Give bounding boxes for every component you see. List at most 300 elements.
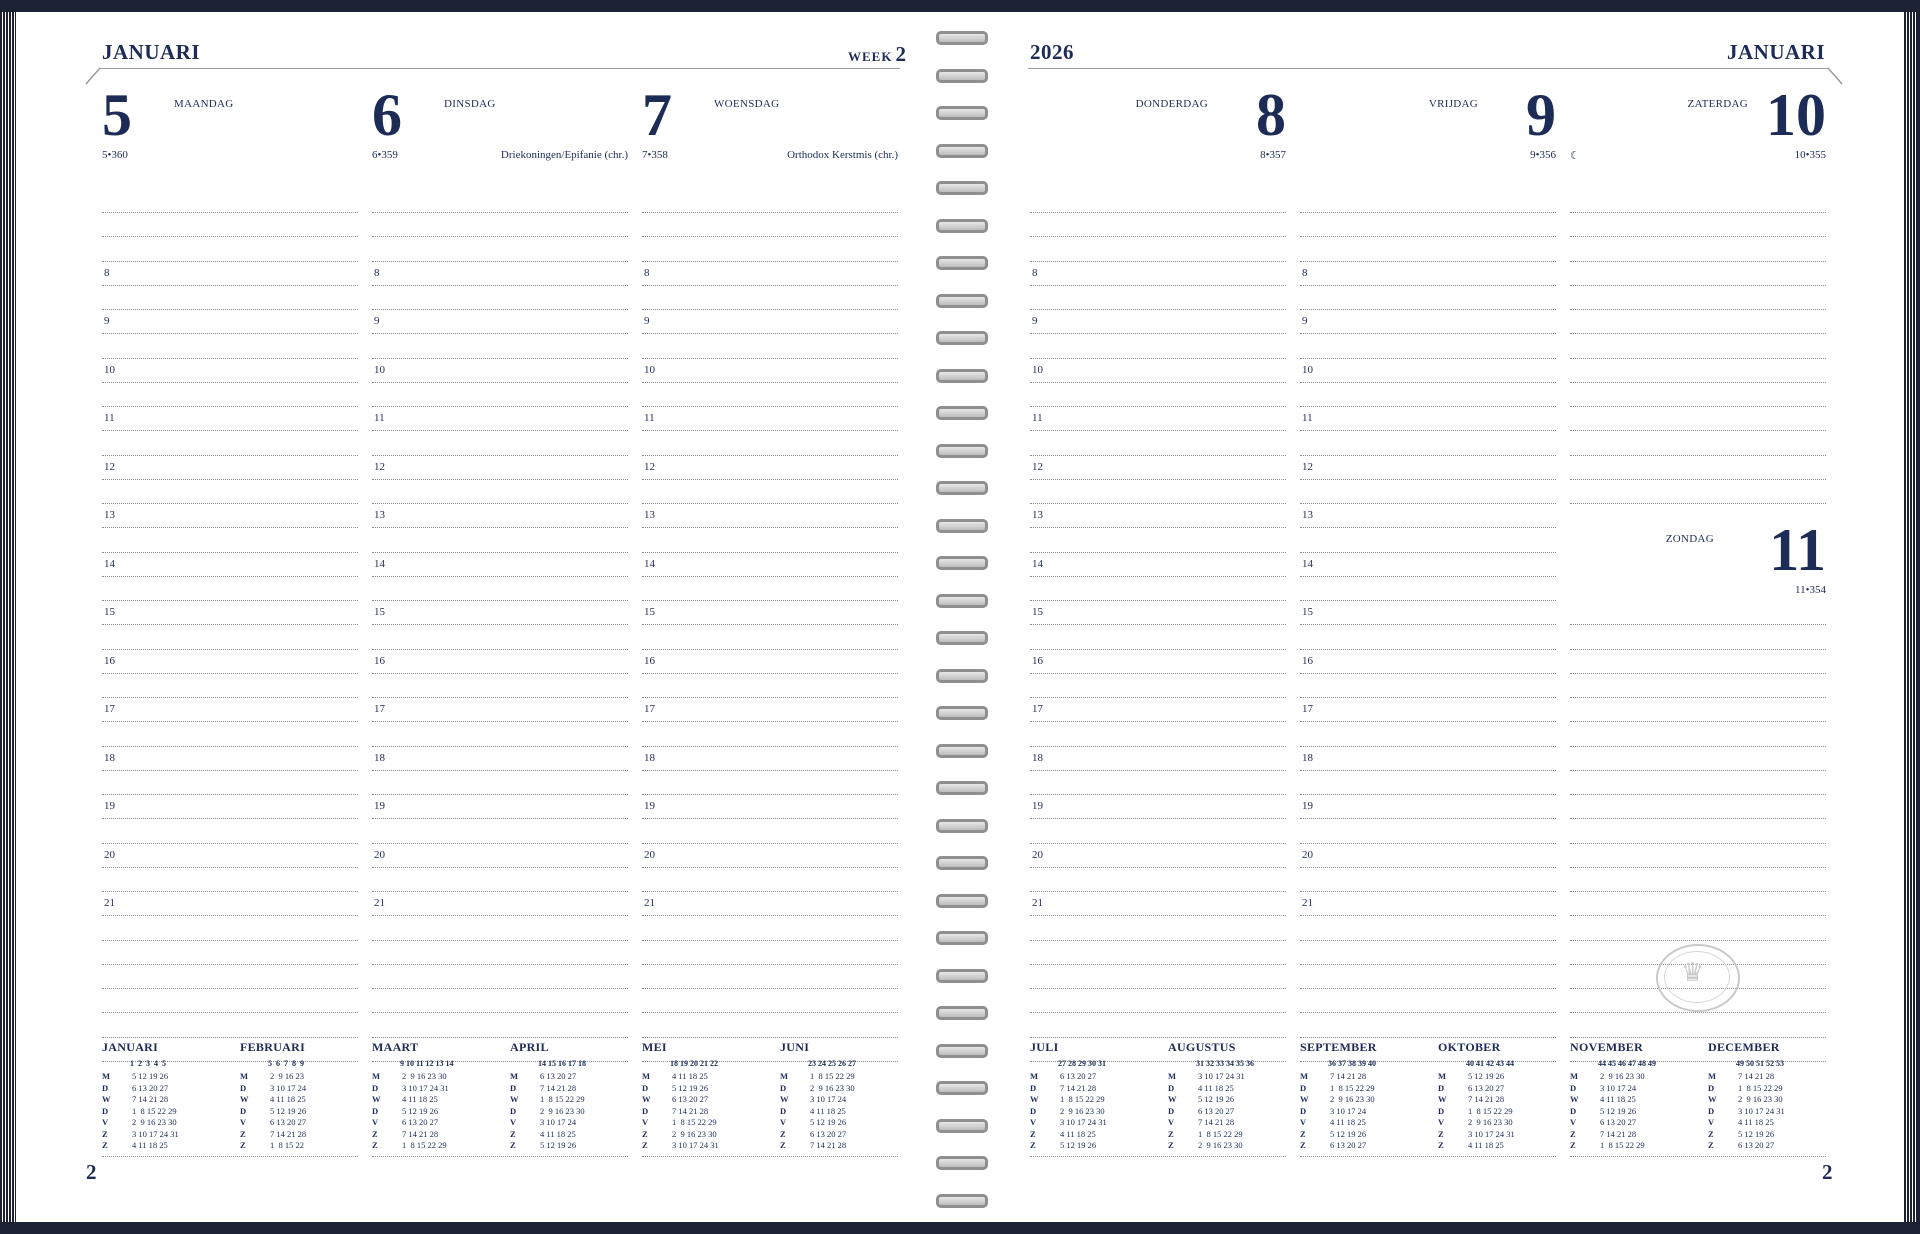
mini-weekday-letter: Z — [372, 1140, 378, 1150]
hour-label: 12 — [374, 460, 385, 473]
hour-label: 16 — [644, 654, 655, 667]
writing-line — [642, 891, 898, 892]
mini-calendar-oktober — [1438, 1040, 1566, 1150]
writing-line — [1030, 1037, 1286, 1038]
writing-line — [1030, 721, 1286, 722]
hour-label: 15 — [104, 606, 115, 618]
hour-label: 16 — [1302, 654, 1313, 667]
hour-label: 12 — [644, 460, 655, 473]
day-note: Driekoningen/Epifanie (chr.) — [500, 149, 628, 161]
day-of-year: 5•360 — [102, 149, 128, 161]
mini-weekday-letter: Z — [642, 1140, 648, 1150]
mini-weekday-letter: Z — [510, 1140, 516, 1150]
mini-day-row: 3 10 17 24 — [540, 1117, 577, 1127]
mini-day-row: 1 8 15 22 29 — [810, 1071, 855, 1081]
writing-line — [1030, 1012, 1286, 1013]
hour-label: 9 — [1032, 315, 1038, 327]
writing-line — [372, 673, 628, 674]
year-title: 2026 — [1030, 40, 1074, 64]
writing-line — [372, 1037, 628, 1038]
writing-line — [642, 770, 898, 771]
hour-label: 16 — [104, 654, 115, 667]
writing-line — [1030, 600, 1286, 601]
mini-calendar-rule — [1570, 1156, 1826, 1157]
writing-line — [642, 964, 898, 965]
hour-label: 16 — [374, 654, 385, 667]
writing-line — [102, 333, 358, 334]
writing-line — [1570, 794, 1826, 795]
writing-line — [1300, 843, 1556, 844]
mini-weekday-letter: D — [1570, 1082, 1577, 1093]
writing-line — [1570, 212, 1826, 213]
writing-line — [102, 285, 358, 286]
writing-line — [102, 212, 358, 213]
mini-day-row: 4 11 18 25 — [810, 1105, 846, 1116]
mini-day-row: 3 10 17 24 — [1600, 1082, 1637, 1093]
writing-line — [1300, 940, 1556, 941]
writing-line — [1570, 309, 1826, 310]
day-name: VRIJDAG — [1428, 98, 1478, 110]
mini-day-row: 2 9 16 23 30 — [402, 1071, 447, 1081]
hour-label: 8 — [644, 266, 650, 279]
mini-day-row: 4 11 18 25 — [270, 1094, 306, 1104]
writing-line — [642, 843, 898, 844]
mini-day-row: 1 8 15 22 — [270, 1140, 304, 1150]
writing-line — [1570, 940, 1826, 941]
mini-month-name: NOVEMBER — [1570, 1040, 1644, 1054]
writing-line — [642, 358, 898, 359]
mini-week-numbers: 9 10 11 12 13 14 — [400, 1059, 454, 1068]
writing-line — [1300, 455, 1556, 456]
day-name: MAANDAG — [174, 98, 234, 110]
writing-line — [372, 770, 628, 771]
mini-weekday-letter: W — [1708, 1094, 1717, 1104]
day-number: 9 — [1526, 82, 1556, 148]
writing-line — [642, 1037, 898, 1038]
writing-line — [1030, 552, 1286, 553]
mini-week-numbers: 36 37 38 39 40 — [1328, 1059, 1376, 1068]
mini-day-row: 3 10 17 24 — [1330, 1105, 1367, 1116]
mini-month-name: OKTOBER — [1438, 1040, 1501, 1054]
mini-day-row: 5 12 19 26 — [1600, 1105, 1637, 1116]
writing-line — [1030, 649, 1286, 650]
mini-weekday-letter: D — [1438, 1082, 1445, 1093]
mini-week-numbers: 44 45 46 47 48 49 — [1598, 1059, 1656, 1068]
writing-line — [372, 988, 628, 989]
mini-calendar-rule — [642, 1156, 898, 1157]
hour-label: 19 — [1302, 800, 1313, 812]
mini-day-row: 6 13 20 27 — [810, 1128, 847, 1139]
writing-line — [1030, 988, 1286, 989]
mini-day-row: 1 8 15 22 29 — [1060, 1094, 1105, 1104]
mini-weekday-letter: W — [510, 1094, 519, 1104]
writing-line — [372, 309, 628, 310]
mini-day-row: 7 14 21 28 — [672, 1105, 709, 1116]
writing-line — [1030, 746, 1286, 747]
writing-line — [1570, 285, 1826, 286]
writing-line — [1030, 455, 1286, 456]
mini-weekday-letter: D — [240, 1105, 247, 1116]
mini-weekday-letter: Z — [1708, 1128, 1714, 1139]
writing-line — [1570, 818, 1826, 819]
mini-weekday-letter: Z — [1030, 1128, 1036, 1139]
mini-weekday-letter: Z — [1168, 1140, 1174, 1150]
writing-line — [1300, 382, 1556, 383]
writing-line — [1570, 843, 1826, 844]
mini-day-row: 6 13 20 27 — [672, 1094, 709, 1104]
writing-line — [102, 236, 358, 237]
mini-weekday-letter: D — [102, 1105, 109, 1116]
writing-line — [642, 988, 898, 989]
writing-line — [642, 309, 898, 310]
day-note: ☾ — [1570, 150, 1580, 162]
mini-weekday-letter: Z — [1300, 1140, 1306, 1150]
mini-weekday-letter: Z — [102, 1128, 108, 1139]
mini-day-row: 7 14 21 28 — [1738, 1071, 1775, 1081]
writing-line — [642, 649, 898, 650]
mini-day-row: 2 9 16 23 30 — [1330, 1094, 1375, 1104]
mini-weekday-letter: D — [372, 1105, 379, 1116]
writing-line — [1570, 261, 1826, 262]
writing-line — [1570, 673, 1826, 674]
writing-line — [372, 600, 628, 601]
writing-line — [642, 794, 898, 795]
day-name: WOENSDAG — [714, 98, 780, 110]
writing-line — [372, 479, 628, 480]
writing-line — [102, 455, 358, 456]
mini-day-row: 4 11 18 25 — [672, 1071, 708, 1081]
mini-day-row: 2 9 16 23 30 — [810, 1082, 855, 1093]
mini-day-row: 6 13 20 27 — [1060, 1071, 1097, 1081]
writing-line — [1300, 309, 1556, 310]
hour-label: 17 — [1302, 703, 1313, 715]
writing-line — [1300, 261, 1556, 262]
writing-line — [372, 1012, 628, 1013]
mini-day-row: 4 11 18 25 — [1600, 1094, 1636, 1104]
mini-week-numbers: 23 24 25 26 27 — [808, 1059, 856, 1068]
writing-line — [1030, 624, 1286, 625]
hour-label: 11 — [374, 412, 385, 424]
mini-day-row: 6 13 20 27 — [1468, 1082, 1505, 1093]
mini-weekday-letter: Z — [510, 1128, 516, 1139]
mini-day-row: 2 9 16 23 30 — [132, 1117, 177, 1127]
writing-line — [642, 624, 898, 625]
writing-line — [642, 406, 898, 407]
writing-line — [102, 600, 358, 601]
writing-line — [1030, 309, 1286, 310]
mini-weekday-letter: Z — [780, 1140, 786, 1150]
writing-line — [1300, 624, 1556, 625]
hour-label: 8 — [374, 266, 380, 279]
mini-day-row: 1 8 15 22 29 — [1198, 1128, 1243, 1139]
day-of-year: 11•354 — [1795, 584, 1826, 596]
mini-weekday-letter: M — [1570, 1071, 1579, 1081]
week-number: 2 — [895, 42, 907, 66]
writing-line — [1300, 406, 1556, 407]
writing-line — [1030, 576, 1286, 577]
writing-line — [642, 261, 898, 262]
mini-calendar-augustus — [1168, 1040, 1296, 1150]
writing-line — [1300, 915, 1556, 916]
hour-label: 13 — [104, 509, 115, 521]
writing-line — [1570, 915, 1826, 916]
hour-label: 13 — [1032, 509, 1043, 521]
writing-line — [372, 358, 628, 359]
mini-weekday-letter: Z — [1438, 1128, 1444, 1139]
writing-line — [1030, 479, 1286, 480]
mini-calendar-maart — [372, 1040, 500, 1150]
mini-weekday-letter: Z — [780, 1128, 786, 1139]
writing-line — [1570, 236, 1826, 237]
hour-label: 9 — [104, 315, 110, 327]
writing-line — [1030, 236, 1286, 237]
day-number: 11 — [1769, 517, 1826, 583]
mini-weekday-letter: M — [102, 1071, 111, 1081]
writing-line — [1570, 770, 1826, 771]
mini-day-row: 3 10 17 24 31 — [1198, 1071, 1245, 1081]
mini-weekday-letter: W — [1030, 1094, 1039, 1104]
day-name: ZATERDAG — [1687, 98, 1748, 110]
hour-label: 11 — [1302, 412, 1313, 424]
mini-calendar-september — [1300, 1040, 1428, 1150]
mini-calendar-december — [1708, 1040, 1836, 1150]
mini-day-row: 7 14 21 28 — [132, 1094, 169, 1104]
mini-day-row: 4 11 18 25 — [540, 1128, 576, 1139]
mini-weekday-letter: W — [372, 1094, 381, 1104]
writing-line — [1030, 333, 1286, 334]
mini-weekday-letter: V — [1438, 1117, 1445, 1127]
writing-line — [102, 721, 358, 722]
mini-weekday-letter: Z — [642, 1128, 648, 1139]
mini-day-row: 6 13 20 27 — [132, 1082, 169, 1093]
mini-weekday-letter: Z — [1030, 1140, 1036, 1150]
mini-day-row: 4 11 18 25 — [402, 1094, 438, 1104]
mini-day-row: 4 11 18 25 — [1738, 1117, 1774, 1127]
writing-line — [1300, 333, 1556, 334]
mini-day-row: 5 12 19 26 — [402, 1105, 439, 1116]
mini-weekday-letter: D — [1030, 1082, 1037, 1093]
writing-line — [1030, 261, 1286, 262]
writing-line — [1030, 697, 1286, 698]
writing-line — [1570, 382, 1826, 383]
mini-weekday-letter: D — [642, 1105, 649, 1116]
mini-day-row: 7 14 21 28 — [1060, 1082, 1097, 1093]
hour-label: 21 — [1302, 897, 1313, 909]
mini-weekday-letter: Z — [1168, 1128, 1174, 1139]
mini-weekday-letter: D — [780, 1082, 787, 1093]
hour-label: 8 — [1032, 266, 1038, 279]
mini-day-row: 1 8 15 22 29 — [402, 1140, 447, 1150]
hour-label: 17 — [104, 703, 115, 715]
hour-label: 14 — [644, 557, 655, 570]
mini-month-name: DECEMBER — [1708, 1040, 1780, 1054]
mini-weekday-letter: D — [510, 1105, 517, 1116]
hour-label: 14 — [1032, 557, 1043, 570]
mini-weekday-letter: M — [642, 1071, 651, 1081]
mini-weekday-letter: V — [1300, 1117, 1307, 1127]
mini-weekday-letter: M — [240, 1071, 249, 1081]
hour-label: 18 — [1302, 751, 1313, 764]
writing-line — [642, 236, 898, 237]
mini-day-row: 6 13 20 27 — [540, 1071, 577, 1081]
mini-week-numbers: 49 50 51 52 53 — [1736, 1059, 1784, 1068]
hour-label: 20 — [1302, 848, 1313, 861]
mini-day-row: 2 9 16 23 — [270, 1071, 304, 1081]
writing-line — [642, 746, 898, 747]
hour-label: 20 — [104, 848, 115, 861]
writing-line — [642, 818, 898, 819]
writing-line — [1300, 576, 1556, 577]
mini-day-row: 3 10 17 24 31 — [402, 1082, 449, 1093]
mini-day-row: 5 12 19 26 — [270, 1105, 307, 1116]
hour-label: 15 — [1032, 606, 1043, 618]
writing-line — [1570, 1037, 1826, 1038]
mini-weekday-letter: M — [1708, 1071, 1717, 1081]
hour-label: 17 — [374, 703, 385, 715]
writing-line — [1300, 891, 1556, 892]
mini-week-numbers: 27 28 29 30 31 — [1058, 1059, 1106, 1068]
mini-weekday-letter: W — [780, 1094, 789, 1104]
writing-line — [642, 333, 898, 334]
mini-weekday-letter: D — [372, 1082, 379, 1093]
writing-line — [1570, 649, 1826, 650]
writing-line — [102, 794, 358, 795]
mini-calendar-rule — [102, 1156, 358, 1157]
mini-weekday-letter: D — [1570, 1105, 1577, 1116]
mini-weekday-letter: V — [372, 1117, 379, 1127]
writing-line — [1030, 794, 1286, 795]
writing-line — [1300, 527, 1556, 528]
mini-weekday-letter: M — [372, 1071, 381, 1081]
writing-line — [102, 649, 358, 650]
writing-line — [642, 212, 898, 213]
mini-calendar-rule — [372, 1156, 628, 1157]
mini-day-row: 2 9 16 23 30 — [672, 1128, 717, 1139]
hour-label: 10 — [1032, 363, 1043, 376]
hour-label: 16 — [1032, 654, 1043, 667]
mini-weekday-letter: D — [1438, 1105, 1445, 1116]
writing-line — [1300, 964, 1556, 965]
writing-line — [1300, 503, 1556, 504]
mini-weekday-letter: M — [1168, 1071, 1177, 1081]
mini-day-row: 3 10 17 24 31 — [1060, 1117, 1107, 1127]
writing-line — [642, 915, 898, 916]
mini-day-row: 2 9 16 23 30 — [540, 1105, 585, 1116]
writing-line — [642, 1012, 898, 1013]
writing-line — [1300, 358, 1556, 359]
mini-day-row: 3 10 17 24 — [270, 1082, 307, 1093]
mini-day-row: 3 10 17 24 31 — [1468, 1128, 1515, 1139]
day-of-year: 6•359 — [372, 149, 398, 161]
writing-line — [372, 455, 628, 456]
mini-weekday-letter: W — [1570, 1094, 1579, 1104]
writing-line — [102, 697, 358, 698]
mini-weekday-letter: Z — [1570, 1140, 1576, 1150]
mini-weekday-letter: M — [1300, 1071, 1309, 1081]
writing-line — [642, 576, 898, 577]
writing-line — [372, 382, 628, 383]
writing-line — [102, 406, 358, 407]
hour-label: 19 — [374, 800, 385, 812]
day-of-year: 9•356 — [1530, 149, 1556, 161]
hour-label: 21 — [104, 897, 115, 909]
mini-day-row: 1 8 15 22 29 — [1600, 1140, 1645, 1150]
writing-line — [1300, 867, 1556, 868]
mini-day-row: 7 14 21 28 — [402, 1128, 439, 1139]
writing-line — [372, 964, 628, 965]
mini-weekday-letter: Z — [372, 1128, 378, 1139]
mini-month-name: AUGUSTUS — [1168, 1040, 1236, 1054]
writing-line — [1300, 721, 1556, 722]
mini-day-row: 1 8 15 22 29 — [1738, 1082, 1783, 1093]
writing-line — [102, 940, 358, 941]
writing-line — [102, 624, 358, 625]
hour-label: 17 — [1032, 703, 1043, 715]
mini-weekday-letter: Z — [240, 1128, 246, 1139]
mini-month-name: SEPTEMBER — [1300, 1040, 1377, 1054]
writing-line — [642, 600, 898, 601]
writing-line — [1300, 746, 1556, 747]
writing-line — [1570, 430, 1826, 431]
writing-line — [1570, 358, 1826, 359]
writing-line — [1030, 843, 1286, 844]
day-number: 7 — [642, 82, 672, 148]
writing-line — [1030, 358, 1286, 359]
mini-day-row: 4 11 18 25 — [132, 1140, 168, 1150]
writing-line — [1300, 479, 1556, 480]
writing-line — [642, 503, 898, 504]
hour-label: 20 — [374, 848, 385, 861]
writing-line — [372, 721, 628, 722]
mini-weekday-letter: Z — [1300, 1128, 1306, 1139]
writing-line — [1030, 867, 1286, 868]
hour-label: 10 — [644, 363, 655, 376]
hour-label: 8 — [104, 266, 110, 279]
writing-line — [102, 818, 358, 819]
writing-line — [1570, 406, 1826, 407]
writing-line — [1570, 746, 1826, 747]
writing-line — [1570, 455, 1826, 456]
mini-day-row: 2 9 16 23 30 — [1060, 1105, 1105, 1116]
mini-weekday-letter: M — [780, 1071, 789, 1081]
writing-line — [1300, 988, 1556, 989]
hour-label: 11 — [104, 412, 115, 424]
hour-label: 8 — [1302, 266, 1308, 279]
mini-month-name: JANUARI — [102, 1040, 159, 1054]
writing-line — [372, 624, 628, 625]
mini-day-row: 6 13 20 27 — [1330, 1140, 1367, 1150]
writing-line — [102, 552, 358, 553]
writing-line — [1030, 406, 1286, 407]
day-name: DONDERDAG — [1135, 98, 1208, 110]
hour-label: 20 — [644, 848, 655, 861]
writing-line — [1300, 236, 1556, 237]
mini-month-name: JUNI — [780, 1040, 810, 1054]
mini-day-row: 5 12 19 26 — [132, 1071, 169, 1081]
mini-weekday-letter: V — [1570, 1117, 1577, 1127]
hour-label: 9 — [1302, 315, 1308, 327]
writing-line — [1570, 503, 1826, 504]
writing-line — [372, 794, 628, 795]
writing-line — [102, 261, 358, 262]
writing-line — [1030, 915, 1286, 916]
writing-line — [372, 818, 628, 819]
mini-day-row: 4 11 18 25 — [1198, 1082, 1234, 1093]
mini-day-row: 6 13 20 27 — [1600, 1117, 1637, 1127]
writing-line — [1030, 964, 1286, 965]
hour-label: 12 — [104, 460, 115, 473]
hour-label: 13 — [1302, 509, 1313, 521]
